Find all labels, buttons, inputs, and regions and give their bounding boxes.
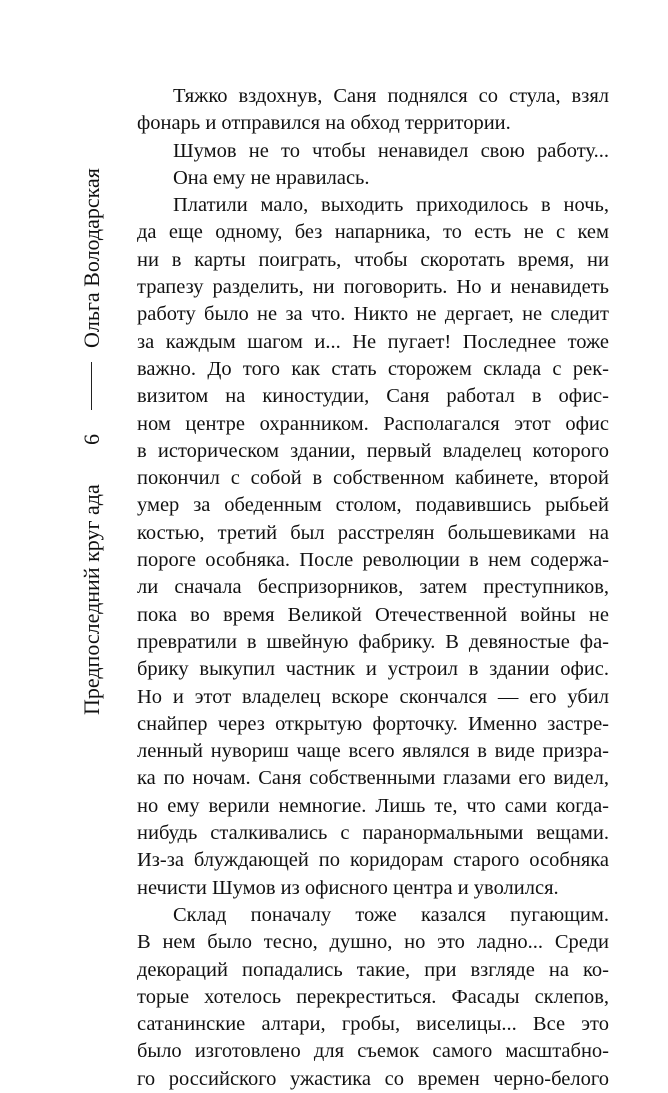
- text-line: го российского ужастика со времен черно-белого: [137, 1067, 609, 1090]
- text-line: нечисти Шумов из офисного центра и уволился.: [137, 876, 559, 899]
- text-line: визитом на киностудии, Саня работал в офис-: [137, 385, 609, 408]
- text-line: да еще одному, без напарника, то есть не с кем: [137, 221, 609, 244]
- text-line: брику выкупил частник и устроил в здании офис.: [137, 658, 609, 681]
- text-line: работу было не за что. Никто не дергает, не следит: [137, 303, 609, 326]
- text-line: Шумов не то чтобы ненавидел свою работу...: [173, 139, 609, 162]
- text-line: декораций попадались такие, при взгляде на ко-: [137, 958, 609, 981]
- running-head-book-title: Предпоследний круг ада: [79, 484, 104, 716]
- text-line: важно. До того как стать сторожем склада с рек-: [137, 357, 609, 380]
- text-line: ли сначала беспризорников, затем преступников,: [137, 576, 609, 599]
- text-line: пороге особняка. После революции в нем содержа-: [137, 549, 609, 572]
- text-line: Платили мало, выходить приходилось в ночь,: [173, 194, 609, 217]
- text-line: нибудь сталкивались с паранормальными вещами.: [137, 822, 609, 845]
- text-line: ни в карты поиграть, чтобы скоротать время, ни: [137, 248, 609, 271]
- text-line: умер за обеденным столом, подавившись рыбьей: [137, 494, 609, 517]
- text-line: торые хотелось перекреститься. Фасады склепов,: [137, 985, 609, 1008]
- text-line: ка по ночам. Саня собственными глазами его видел,: [137, 767, 609, 790]
- text-line: за каждым шагом и... Не пугает! Последнее тоже: [137, 330, 609, 353]
- text-line: Из-за блуждающей по коридорам старого особняка: [137, 849, 609, 872]
- text-line: В нем было тесно, душно, но это ладно... Среди: [137, 931, 609, 954]
- page-number: 6: [79, 434, 104, 446]
- text-line: было изготовлено для съемок самого масштабно-: [137, 1040, 609, 1063]
- running-head-divider: [91, 362, 92, 410]
- text-line: Склад поначалу тоже казался пугающим.: [173, 903, 609, 926]
- text-line: снайпер через открытую форточку. Именно застре-: [137, 712, 609, 735]
- text-line: Она ему не нравилась.: [173, 166, 370, 189]
- text-line: Но и этот владелец вскоре скончался — его убил: [137, 685, 609, 708]
- text-line: превратили в швейную фабрику. В девяностые фа-: [137, 630, 609, 653]
- text-line: сатанинские алтари, гробы, виселицы... Все это: [137, 1013, 609, 1036]
- text-line: костью, третий был расстрелян большевиками на: [137, 521, 609, 544]
- running-head-author: Ольга Володарская: [79, 168, 104, 348]
- text-line: пока во время Великой Отечественной войны не: [137, 603, 609, 626]
- text-line: ном центре охранником. Располагался этот офис: [137, 412, 609, 435]
- text-line: но ему верили немногие. Лишь те, что сами когда-: [137, 794, 609, 817]
- text-line: Тяжко вздохнув, Саня поднялся со стула, взял: [173, 85, 609, 107]
- text-line: трапезу разделить, ни поговорить. Но и ненавидеть: [137, 276, 609, 299]
- body-text: [137, 83, 609, 1093]
- text-line: ленный нувориш чаще всего являлся в виде призра-: [137, 740, 609, 763]
- text-line: покончил с собой в собственном кабинете, второй: [137, 467, 609, 490]
- text-line: фонарь и отправился на обход территории.: [137, 112, 511, 135]
- text-line: в историческом здании, первый владелец которого: [137, 439, 609, 462]
